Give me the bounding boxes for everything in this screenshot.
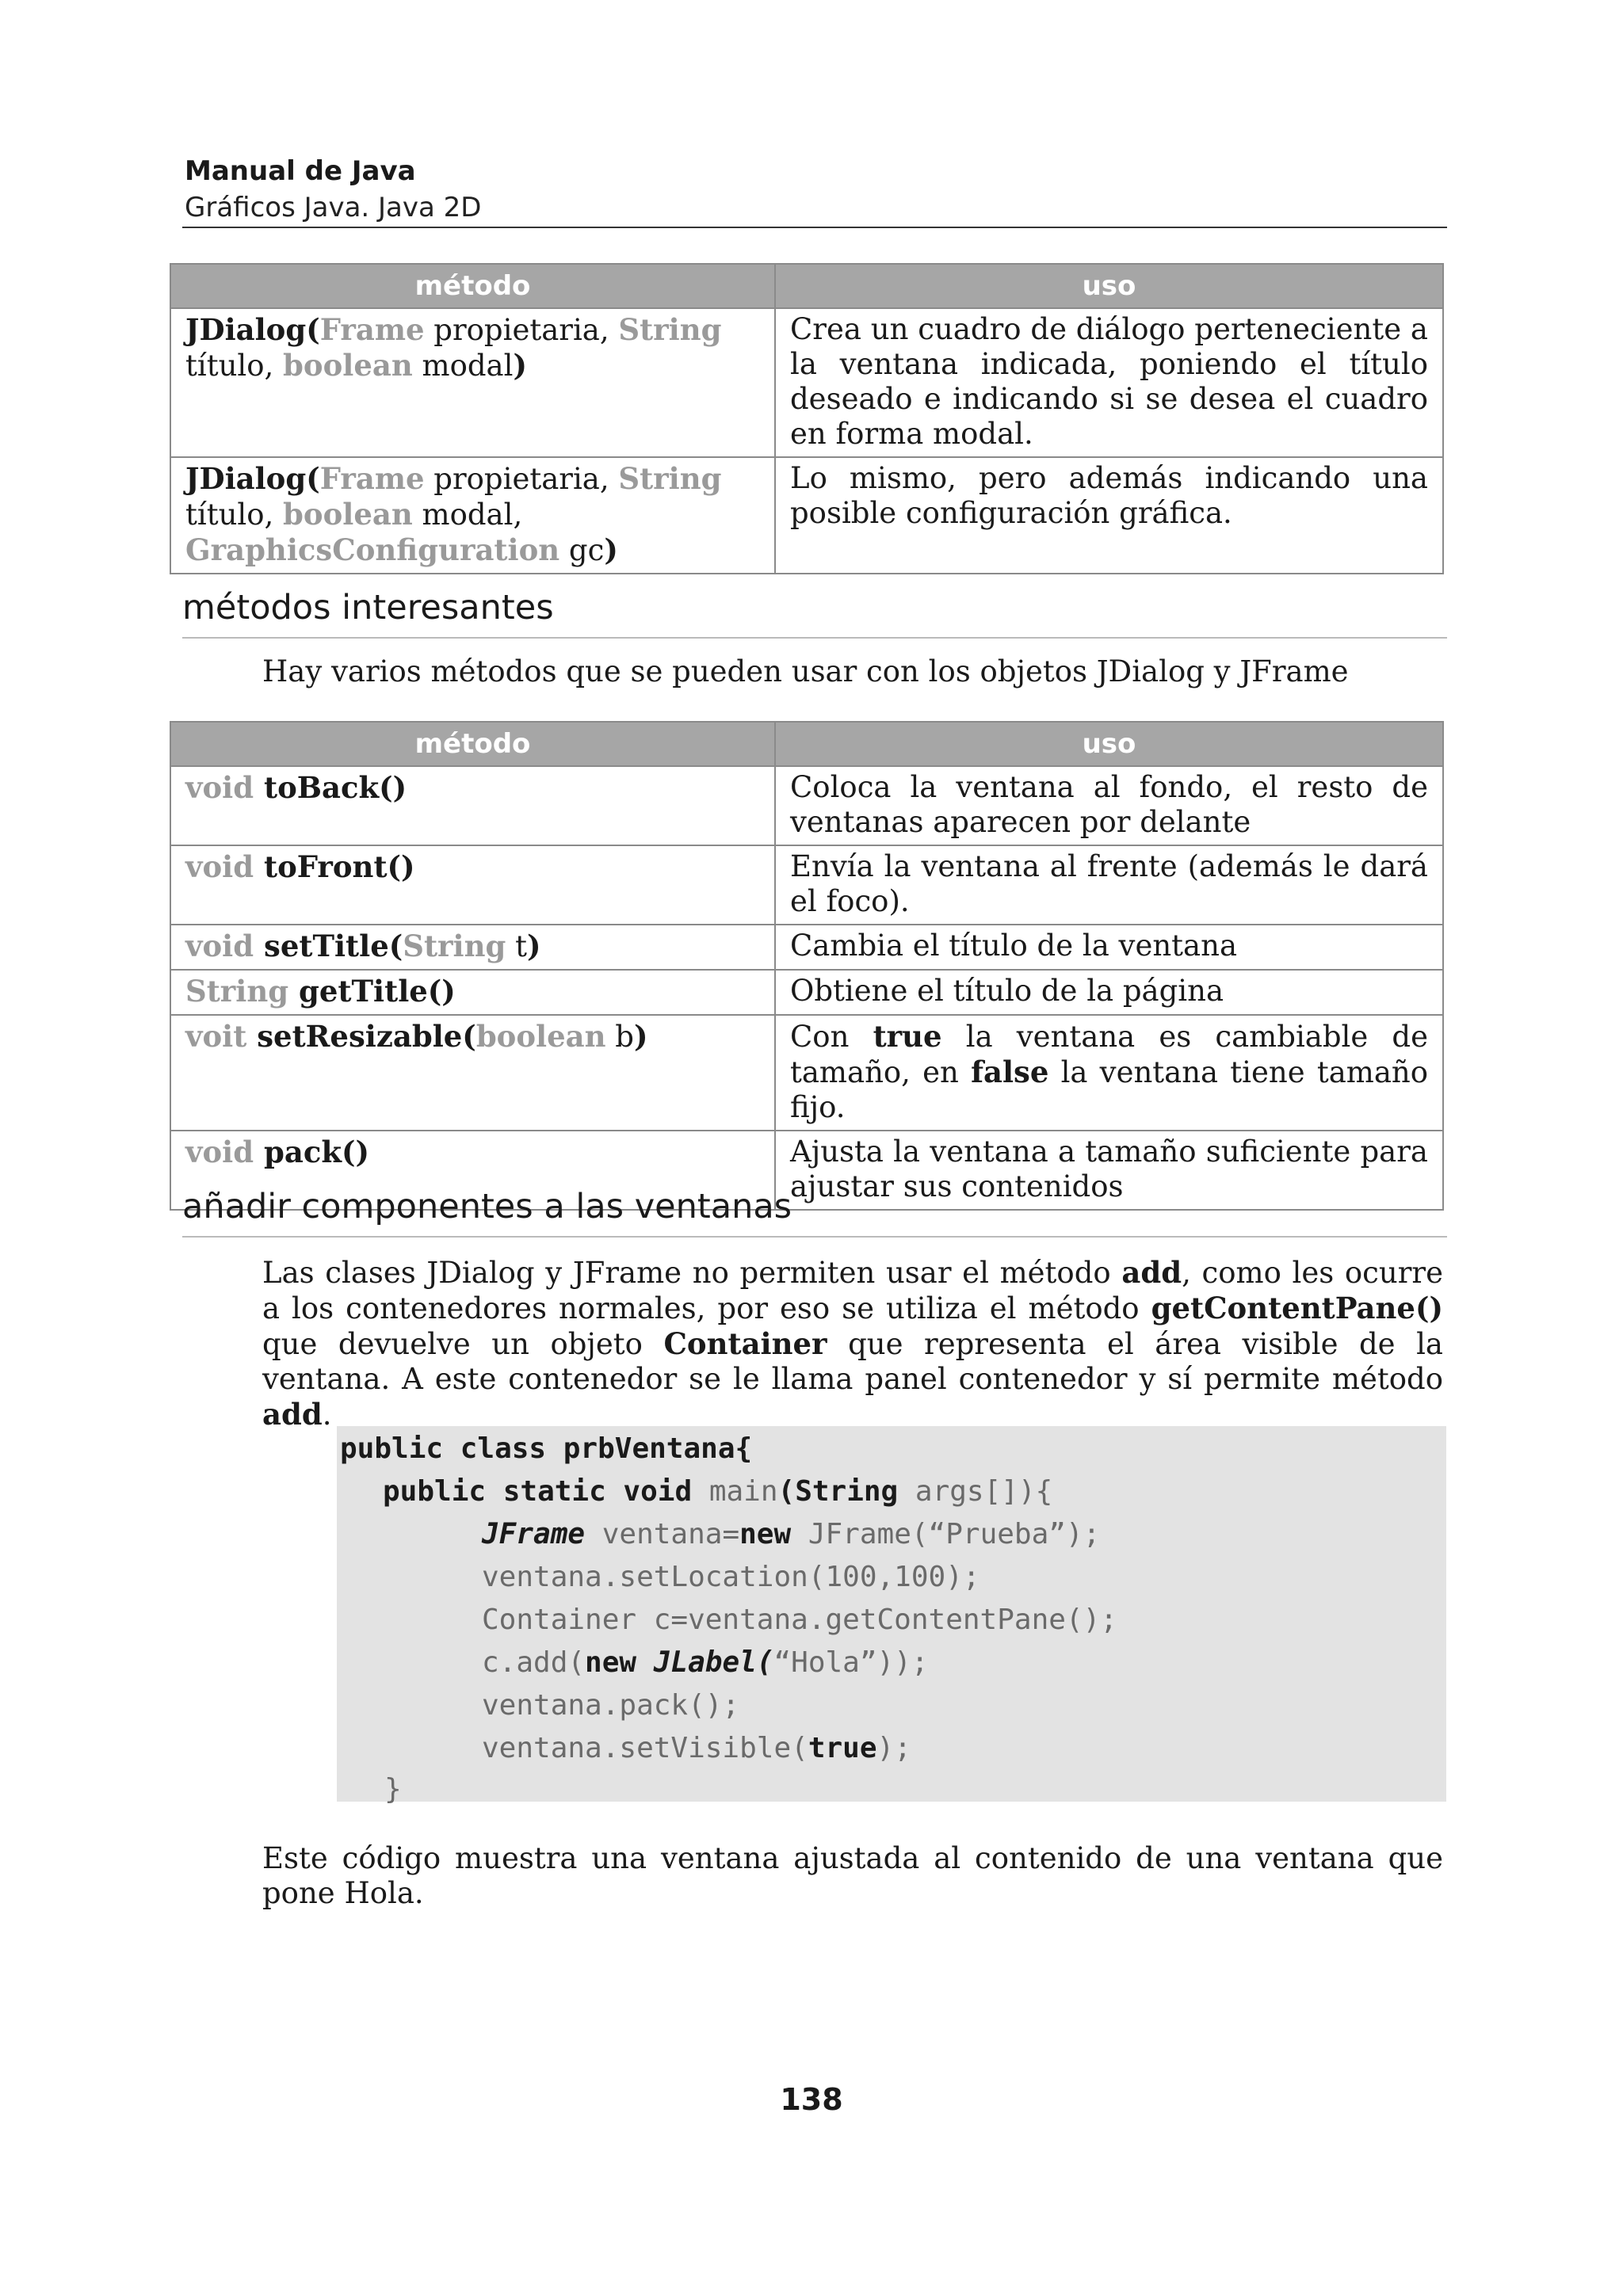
return-type: void <box>185 849 254 884</box>
section-rule <box>182 637 1447 639</box>
running-header-title: Manual de Java <box>185 155 416 187</box>
code-token: ventana= <box>585 1518 740 1550</box>
param-type: boolean <box>283 348 413 383</box>
method-name: JDialog( <box>185 461 320 496</box>
page-number: 138 <box>780 2082 843 2117</box>
code-token: JFrame <box>482 1518 586 1550</box>
header-rule <box>182 227 1447 228</box>
param-name: b <box>605 1020 634 1054</box>
code-token: new <box>585 1646 637 1679</box>
return-type: voit <box>185 1019 247 1054</box>
paragraph-text: Las clases JDialog y JFrame no permiten usar el método <box>262 1256 1122 1290</box>
method-cell <box>170 1015 775 1131</box>
paragraph-text: que devuelve un objeto <box>262 1327 664 1361</box>
usage-cell: Ajusta la ventana a tamaño suficiente para ajustar sus contenidos <box>775 1131 1443 1210</box>
code-token: ); <box>876 1732 911 1764</box>
return-type: void <box>185 770 254 805</box>
window-methods-table <box>170 721 1444 1211</box>
closing-paren: ) <box>527 929 541 963</box>
code-token: args[]){ <box>898 1475 1053 1508</box>
usage-cell: Envía la ventana al frente (además le dará el foco). <box>775 845 1443 925</box>
param-type: Frame <box>319 461 425 496</box>
inline-code-getcontentpane: getContentPane() <box>1151 1291 1443 1325</box>
code-line: } <box>384 1773 402 1806</box>
usage-cell: Lo mismo, pero además indicando una posible configuración gráfica. <box>775 457 1443 574</box>
code-token: JFrame(“Prueba”); <box>791 1518 1101 1550</box>
method-cell <box>170 925 775 970</box>
return-type: void <box>185 929 254 963</box>
intro-paragraph: Hay varios métodos que se pueden usar con los objetos JDialog y JFrame <box>262 654 1349 688</box>
param-name: t <box>506 929 528 963</box>
usage-text: la ventana es cambiable de tamaño, en <box>790 1020 1428 1089</box>
code-line: Container c=ventana.getContentPane(); <box>482 1604 1117 1636</box>
param-name: gc <box>559 533 605 567</box>
closing-paren: ) <box>633 1019 648 1054</box>
code-token: ventana.setVisible( <box>482 1732 808 1764</box>
table-row <box>170 766 1443 845</box>
inline-code-container: Container <box>663 1326 827 1361</box>
code-line: ventana.pack(); <box>482 1689 740 1722</box>
param-name: modal, <box>412 498 523 532</box>
table-row <box>170 308 1443 457</box>
method-name: toFront() <box>254 849 415 884</box>
keyword-true: true <box>873 1019 942 1054</box>
usage-cell: Coloca la ventana al fondo, el resto de ventanas aparecen por delante <box>775 766 1443 845</box>
method-name: pack() <box>254 1135 370 1169</box>
inline-code-add: add <box>262 1397 323 1432</box>
method-name: setResizable( <box>246 1019 476 1054</box>
table-row <box>170 845 1443 925</box>
code-token: public class prbVentana{ <box>340 1432 753 1465</box>
table-header-row <box>170 264 1443 308</box>
method-name: setTitle( <box>254 929 403 963</box>
code-token: public static void <box>383 1475 693 1508</box>
paragraph-text: , como les ocurre a los contenedores normales, por eso se utiliza el método <box>262 1256 1443 1325</box>
usage-text: la ventana tiene tamaño fijo. <box>790 1055 1429 1124</box>
inline-code-add: add <box>1121 1255 1182 1290</box>
paragraph-text: que representa el área visible de la ventana. A este contenedor se le llama panel contenedor y sí permite método <box>262 1327 1443 1396</box>
param-name: propietaria, <box>424 313 619 347</box>
code-token: JLabel( <box>636 1646 774 1679</box>
param-type: Frame <box>319 312 425 347</box>
keyword-false: false <box>971 1055 1049 1089</box>
param-type: boolean <box>475 1019 606 1054</box>
code-token: new <box>739 1518 792 1550</box>
param-type: String <box>618 461 722 496</box>
table-header-row <box>170 722 1443 766</box>
param-type: String <box>618 312 722 347</box>
usage-text: Con <box>790 1020 873 1054</box>
code-token: (String <box>777 1475 899 1508</box>
param-name: título, <box>185 349 284 383</box>
column-header-metodo: método <box>170 722 775 766</box>
table-row <box>170 457 1443 574</box>
section-heading-metodos-interesantes: métodos interesantes <box>182 588 554 627</box>
code-line <box>340 1432 752 1465</box>
code-token: c.add( <box>482 1646 586 1679</box>
method-name: toBack() <box>254 770 407 805</box>
method-cell <box>170 457 775 574</box>
code-line <box>482 1732 911 1764</box>
method-name: JDialog( <box>185 312 320 347</box>
closing-paren: ) <box>513 348 527 383</box>
closing-paragraph: Este código muestra una ventana ajustada al contenido de una ventana que pone Hola. <box>262 1841 1443 1910</box>
method-cell <box>170 308 775 457</box>
return-type: String <box>185 974 289 1009</box>
running-header-subtitle: Gráficos Java. Java 2D <box>185 192 482 223</box>
code-token: main <box>692 1475 778 1508</box>
param-name: propietaria, <box>424 462 619 496</box>
code-line <box>383 1475 1052 1508</box>
paragraph-text: . <box>322 1398 332 1432</box>
param-name: título, <box>185 498 284 532</box>
method-cell <box>170 766 775 845</box>
param-type: GraphicsConfiguration <box>185 532 560 567</box>
column-header-uso: uso <box>775 264 1443 308</box>
code-line <box>482 1646 929 1679</box>
code-line <box>482 1518 1100 1550</box>
return-type: void <box>185 1135 254 1169</box>
column-header-uso: uso <box>775 722 1443 766</box>
column-header-metodo: método <box>170 264 775 308</box>
code-block <box>337 1426 1446 1806</box>
table-row <box>170 1015 1443 1131</box>
table-row <box>170 970 1443 1015</box>
usage-cell <box>775 1015 1443 1131</box>
method-cell <box>170 845 775 925</box>
section-rule <box>182 1236 1447 1238</box>
section-heading-anadir-componentes: añadir componentes a las ventanas <box>182 1187 792 1226</box>
param-type: String <box>403 929 506 963</box>
usage-cell: Cambia el título de la ventana <box>775 925 1443 970</box>
closing-paren: ) <box>604 532 618 567</box>
usage-cell: Crea un cuadro de diálogo perteneciente a la ventana indicada, poniendo el título deseado e indicando si se desea el cuadro en forma modal. <box>775 308 1443 457</box>
code-line: ventana.setLocation(100,100); <box>482 1561 980 1593</box>
body-paragraph <box>262 1255 1443 1432</box>
jdialog-constructors-table <box>170 263 1444 574</box>
code-token: true <box>808 1732 877 1764</box>
param-type: boolean <box>283 497 413 532</box>
code-token: “Hola”)); <box>773 1646 929 1679</box>
usage-cell: Obtiene el título de la página <box>775 970 1443 1015</box>
method-cell <box>170 970 775 1015</box>
param-name: modal <box>412 349 514 383</box>
method-name: getTitle() <box>288 974 456 1009</box>
table-row <box>170 925 1443 970</box>
